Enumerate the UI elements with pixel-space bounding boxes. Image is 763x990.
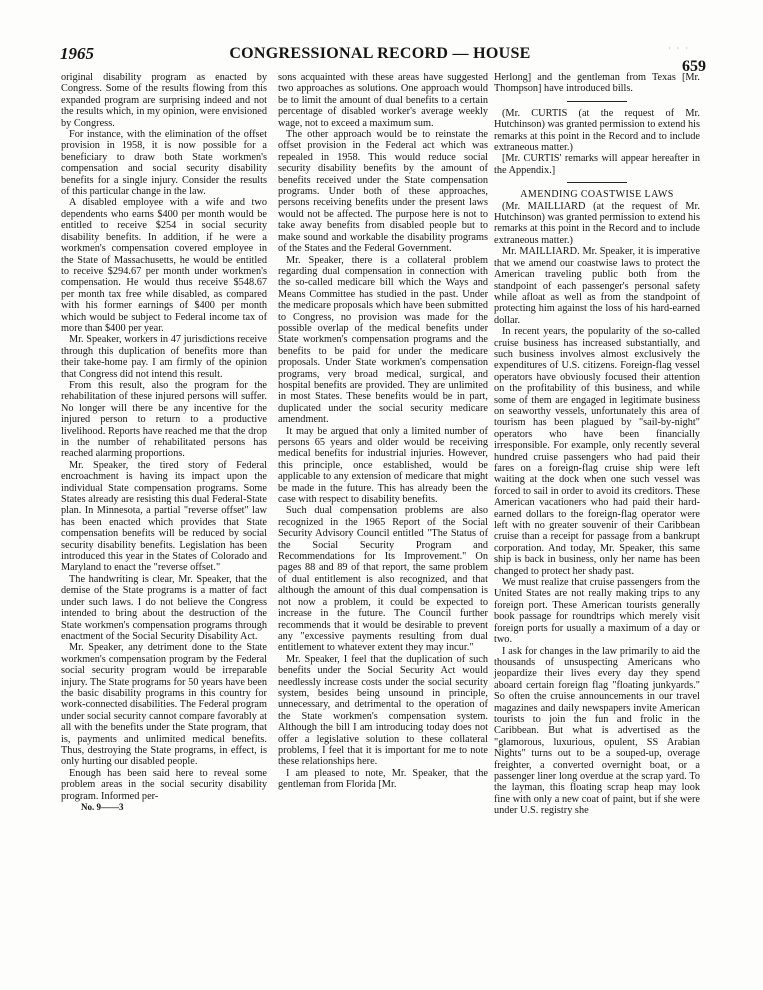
col1-paragraph: original disability program as enacted by Congress. Some of the results flowing from this expanded program are surprising indeed and not the results which, in my opinion, were envisioned by Congress.	[61, 72, 267, 129]
col1-paragraph: Enough has been said here to reveal some problem areas in the social security disability program. Informed per-	[61, 767, 267, 802]
section-heading: AMENDING COASTWISE LAWS	[520, 189, 674, 201]
col2-paragraph: The other approach would be to reinstate the offset provision in the Federal act which was repealed in 1958. This would reduce social security disability benefits by the amount of benefits received under the State compensation programs. Under both of these approaches, persons receiving benefits under the present laws would not be affected. The purpose here is not to take away benefits from disabled people but to make sound and workable the disability programs of the States and the Federal Government.	[278, 129, 488, 255]
col3-paragraph: [Mr. CURTIS' remarks will appear hereafter in the Appendix.]	[494, 153, 700, 176]
column-2	[278, 72, 488, 791]
col3-paragraph: Herlong] and the gentleman from Texas [Mr. Thompson] have introduced bills.	[494, 72, 700, 95]
col2-paragraph: Mr. Speaker, there is a collateral problem regarding dual compensation in connection with the so-called medicare bill which the Ways and Means Committee has studied in the past. Under the medicare proposals which have been submitted to Congress, no provision was made for the possible overlap of the medical benefits under State workmen's compensation programs and the benefits to be paid for under the medicare proposals. Under State workmen's compensation programs, very broad medical, surgical, and hospital benefits are provided. They are unlimited in most States. These benefits would be in part, duplicated under the social security medicare amendment.	[278, 254, 488, 426]
col1-paragraph: The handwriting is clear, Mr. Speaker, that the demise of the State programs is a matter of fact under such laws. I do not believe the Congress intended to bring about the destruction of the State workmen's compensation programs through enactment of the Social Security Disability Act.	[61, 573, 267, 642]
col1-paragraph: Mr. Speaker, any detriment done to the State workmen's compensation program by the Federal social security program would be irreparable injury. The State programs for 50 years have been the basic disability programs in this country for work-connected disabilities. The Federal program under social security cannot compare favorably at all with the benefits under the State program, that is, payments and unlimited medical benefits. Thus, destroying the State programs, in effect, is only hurting our disabled people.	[61, 642, 267, 768]
page-header	[60, 44, 706, 75]
page-footer-code: No. 9——3	[81, 802, 124, 812]
col3-paragraph: We must realize that cruise passengers from the United States are not really making trips to any foreign port. These American tourists generally book passage for roundtrips which merely visit foreign ports for usually a maximum of a day or two.	[494, 577, 700, 646]
divider-rule	[567, 182, 627, 183]
col3-paragraph: In recent years, the popularity of the so-called cruise business has increased substantially, and such business involves almost exclusively the expenditures of U.S. citizens. Foreign-flag vessel operators have obviously focused their attention on the profitability of this business, and while some of them are engaged in legitimate business on seaworthy vessels, unfortunately this area of tourism has been plagued by "sail-by-night" operators who have been financially irresponsible. For example, only recently several hundred cruise passengers who had paid their fares on a foreign-flag cruise ship were left waiting at the dock when one such vessel was forced to sail in order to avoid its creditors. These American vacationers who had paid their hard-earned dollars to the foreign-flag operator were left with no greater souvenir of their Caribbean cruise than a receipt for passage from a bankrupt corporation. And today, Mr. Speaker, this same ship is back in business, only her name has been changed to protect her shady past.	[494, 326, 700, 577]
col3-paragraph: (Mr. MAILLIARD (at the request of Mr. Hutchinson) was granted permission to extend his remarks at this point in the Record and to include extraneous matter.)	[494, 200, 700, 246]
col1-paragraph: For instance, with the elimination of the offset provision in 1958, it is now possible for a beneficiary to draw both State workmen's compensation and social security disability benefits for a single injury. Consider the results of this particular change in the law.	[61, 129, 267, 198]
column-1	[61, 72, 267, 813]
col1-paragraph: Mr. Speaker, workers in 47 jurisdictions receive through this duplication of benefits more than their take-home pay. I am firmly of the opinion that Congress did not intend this result.	[61, 334, 267, 380]
col3-paragraph: I ask for changes in the law primarily to aid the thousands of unsuspecting Americans who jeopardize their lives every day they spend aboard certain foreign flag "floating junkyards." So often the cruise announcements in our travel magazines and daily newspapers invite American tourists to join the fun and frolic in the Caribbean. But what is advertised as the "glamorous, luxurious, opulent, SS Arabian Nights" turns out to be a souped-up, overage freighter, a converted overnight boat, or a passenger liner long overdue at the scrap yard. To the layman, this floating scrap heap may look fine with only a new coat of paint, but if she were under U.S. registry she	[494, 645, 700, 817]
col1-paragraph: Mr. Speaker, the tired story of Federal encroachment is having its impact upon the individual State compensation programs. Some States already are resisting this dual Federal-State plan. In Minnesota, a partial "reverse offset" law has been enacted which provides that State compensation benefits will be reduced by social security disability benefits. Legislation has been introduced this year in the States of Colorado and Maryland to enact the "reverse offset."	[61, 459, 267, 574]
column-3	[494, 72, 700, 817]
col1-paragraph: A disabled employee with a wife and two dependents who earns $400 per month would be entitled to receive $254 in social security disability benefits. In addition, if he were a workmen's compensation covered employee in the State of Massachusetts, he would be entitled to receive $294.67 per month under workmen's compensation. He would thus receive $548.67 per month tax free while disabled, as compared with his former earnings of $400 per month which would be subject to Federal income tax of more than $400 per year.	[61, 197, 267, 334]
col1-paragraph: From this result, also the program for the rehabilitation of these injured persons will suffer. No longer will there be any incentive for the injured person to return to a productive livelihood. Reports have reached me that the drop in the number of rehabilitated persons has reached alarming proportions.	[61, 379, 267, 460]
col2-paragraph: Such dual compensation problems are also recognized in the 1965 Report of the Social Security Advisory Council entitled "The Status of the Social Security Program and Recommendations for Its Improvement." On pages 88 and 89 of that report, the same problem of dual entitlement is also recognized, and that although the amount of this dual compensation is not now a problem, it could be expected to increase in the future. The Council further recommends that it would be desirable to prevent any "excessive payments resulting from dual entitlement to whatever extent they may incur."	[278, 505, 488, 654]
col2-paragraph: Mr. Speaker, I feel that the duplication of such benefits under the Social Security Act would needlessly increase costs under the social security system, besides being unsound in principle, unnecessary, and detrimental to the operation of the State workmen's compensation system. Although the bill I am introducing today does not offer a legislative solution to these collateral problems, I feel that it is important for me to note these relationships here.	[278, 653, 488, 768]
col3-paragraph: (Mr. CURTIS (at the request of Mr. Hutchinson) was granted permission to extend his remarks at this point in the Record and to include extraneous matter.)	[494, 107, 700, 154]
header-page-number: 659	[682, 58, 706, 75]
scan-specks: · · ·	[668, 44, 690, 53]
col2-paragraph: I am pleased to note, Mr. Speaker, that the gentleman from Florida [Mr.	[278, 767, 488, 791]
col3-paragraph: Mr. MAILLIARD. Mr. Speaker, it is imperative that we amend our coastwise laws to protect the American traveling public both from the standpoint of each passenger's personal safety while afloat as well as from the standpoint of protecting him against the loss of his hard-earned dollar.	[494, 246, 700, 326]
col2-paragraph: It may be argued that only a limited number of persons 65 years and older would be receiving medical benefits for industrial injuries. However, this principle, once established, would be applicable to any extension of medicare that might be made in the future. This has already been the case with respect to disability benefits.	[278, 425, 488, 506]
col2-paragraph: sons acquainted with these areas have suggested two approaches as solutions. One approach would be to limit the amount of dual benefits to a certain percentage of disabled worker's average weekly wage, not to exceed a maximum sum.	[278, 72, 488, 129]
header-title: CONGRESSIONAL RECORD — HOUSE	[229, 45, 531, 62]
header-year: 1965	[60, 44, 94, 63]
divider-rule	[567, 101, 627, 102]
